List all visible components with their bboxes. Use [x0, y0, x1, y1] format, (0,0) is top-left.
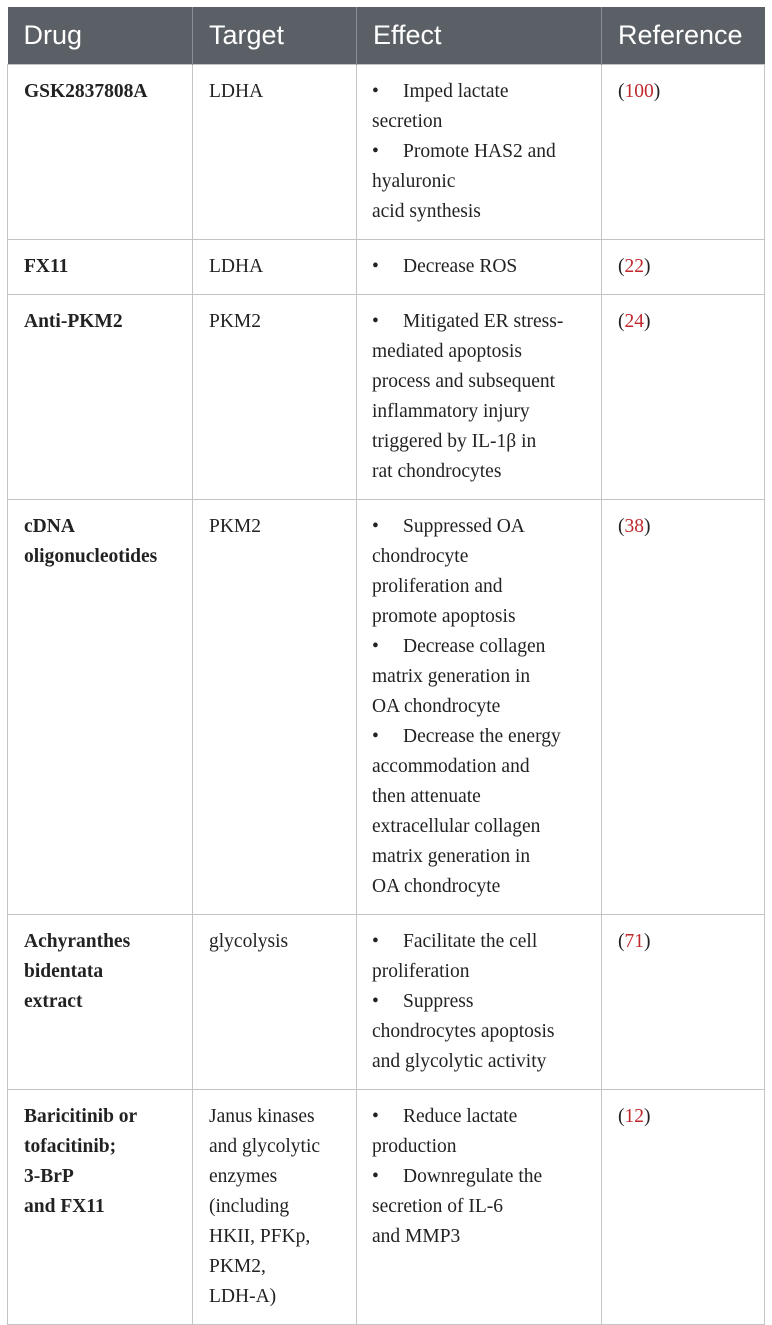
header-effect: Effect — [357, 7, 602, 65]
target-cell-line: (including — [209, 1196, 290, 1217]
effect-text: Imped lactate — [403, 81, 509, 102]
bullet-icon: • — [372, 311, 379, 332]
effect-line — [372, 692, 593, 722]
drug-cell — [8, 295, 193, 500]
reference-cell: (71) — [602, 915, 765, 1090]
header-drug: Drug — [8, 7, 193, 65]
effect-line — [372, 1017, 593, 1047]
effect-line — [372, 457, 593, 487]
effect-line — [372, 572, 593, 602]
effect-cell — [357, 1090, 602, 1325]
drug-cell-line: tofacitinib; — [24, 1136, 117, 1157]
target-cell — [193, 915, 357, 1090]
table-body — [8, 65, 765, 1325]
effect-cell — [357, 500, 602, 915]
target-cell-line: Janus kinases — [209, 1106, 315, 1127]
effect-line — [372, 957, 593, 987]
effect-line — [372, 1192, 593, 1222]
effect-line — [372, 367, 593, 397]
effect-line — [372, 812, 593, 842]
effect-line — [372, 602, 593, 632]
effect-text: Promote HAS2 and — [403, 141, 556, 162]
table-row — [8, 1090, 765, 1325]
table-row — [8, 65, 765, 240]
drug-cell — [8, 1090, 193, 1325]
header-row — [8, 7, 765, 65]
reference-cell: (38) — [602, 500, 765, 915]
header-reference: Reference — [602, 7, 765, 65]
bullet-icon: • — [372, 726, 379, 747]
effect-cell — [357, 915, 602, 1090]
bullet-icon: • — [372, 1106, 379, 1127]
effect-line — [372, 752, 593, 782]
drug-cell-line: 3-BrP — [24, 1166, 74, 1187]
drug-cell — [8, 240, 193, 295]
header-target: Target — [193, 7, 357, 65]
effect-text: mediated apoptosis — [372, 341, 523, 362]
effect-text: and glycolytic activity — [372, 1051, 547, 1072]
reference-link[interactable]: 71 — [624, 931, 644, 952]
target-cell-line: PKM2, — [209, 1256, 266, 1277]
effect-text: OA chondrocyte — [372, 696, 501, 717]
effect-line — [372, 427, 593, 457]
bullet-icon: • — [372, 516, 379, 537]
drug-cell-line: and FX11 — [24, 1196, 105, 1217]
drug-cell-line: GSK2837808A — [24, 81, 148, 102]
target-cell — [193, 65, 357, 240]
effect-text: secretion — [372, 111, 443, 132]
effect-line — [372, 542, 593, 572]
reference-link[interactable]: 12 — [624, 1106, 644, 1127]
table-row — [8, 295, 765, 500]
effect-line — [372, 927, 593, 957]
effect-text: hyaluronic — [372, 171, 456, 192]
effect-line — [372, 512, 593, 542]
target-cell-line: PKM2 — [209, 516, 262, 537]
drug-cell-line: oligonucleotides — [24, 546, 158, 567]
effect-cell — [357, 240, 602, 295]
effect-line — [372, 872, 593, 902]
effect-text: proliferation — [372, 961, 470, 982]
effect-text: Decrease the energy — [403, 726, 561, 747]
bullet-icon: • — [372, 991, 379, 1012]
effect-text: acid synthesis — [372, 201, 481, 222]
effect-text: Decrease ROS — [403, 256, 518, 277]
target-cell-line: HKII, PFKp, — [209, 1226, 311, 1247]
effect-line — [372, 1102, 593, 1132]
reference-link[interactable]: 38 — [624, 516, 644, 537]
target-cell — [193, 500, 357, 915]
effect-line — [372, 167, 593, 197]
reference-cell: (12) — [602, 1090, 765, 1325]
effect-text: chondrocytes apoptosis — [372, 1021, 555, 1042]
effect-text: production — [372, 1136, 457, 1157]
effect-text: matrix generation in — [372, 666, 531, 687]
effect-line — [372, 137, 593, 167]
bullet-icon: • — [372, 256, 379, 277]
drug-target-table — [7, 7, 765, 1325]
reference-link[interactable]: 24 — [624, 311, 644, 332]
table-row — [8, 240, 765, 295]
drug-cell — [8, 915, 193, 1090]
drug-cell-line: Baricitinib or — [24, 1106, 138, 1127]
effect-text: Mitigated ER stress- — [403, 311, 564, 332]
effect-line — [372, 1222, 593, 1252]
effect-text: Decrease collagen — [403, 636, 546, 657]
effect-line — [372, 1132, 593, 1162]
effect-text: chondrocyte — [372, 546, 469, 567]
target-cell-line: PKM2 — [209, 311, 262, 332]
bullet-icon: • — [372, 636, 379, 657]
target-cell — [193, 295, 357, 500]
effect-line — [372, 782, 593, 812]
drug-cell-line: extract — [24, 991, 83, 1012]
effect-line — [372, 662, 593, 692]
effect-text: OA chondrocyte — [372, 876, 501, 897]
effect-text: extracellular collagen — [372, 816, 541, 837]
table-row — [8, 915, 765, 1090]
effect-line — [372, 307, 593, 337]
effect-line — [372, 77, 593, 107]
effect-cell — [357, 295, 602, 500]
target-cell — [193, 1090, 357, 1325]
effect-cell — [357, 65, 602, 240]
effect-line — [372, 337, 593, 367]
effect-line — [372, 107, 593, 137]
reference-cell: (22) — [602, 240, 765, 295]
effect-line — [372, 987, 593, 1017]
effect-line — [372, 632, 593, 662]
effect-text: Reduce lactate — [403, 1106, 518, 1127]
effect-text: accommodation and — [372, 756, 530, 777]
effect-line — [372, 252, 593, 282]
bullet-icon: • — [372, 1166, 379, 1187]
effect-text: Downregulate the — [403, 1166, 543, 1187]
effect-text: triggered by IL-1β in — [372, 431, 537, 452]
drug-cell-line: Achyranthes — [24, 931, 131, 952]
effect-text: then attenuate — [372, 786, 481, 807]
target-cell-line: LDHA — [209, 81, 264, 102]
target-cell-line: and glycolytic — [209, 1136, 321, 1157]
target-cell — [193, 240, 357, 295]
effect-line — [372, 197, 593, 227]
reference-link[interactable]: 22 — [624, 256, 644, 277]
reference-cell: (24) — [602, 295, 765, 500]
effect-text: proliferation and — [372, 576, 503, 597]
table-row — [8, 500, 765, 915]
drug-cell-line: cDNA — [24, 516, 75, 537]
effect-text: promote apoptosis — [372, 606, 516, 627]
effect-text: matrix generation in — [372, 846, 531, 867]
target-cell-line: enzymes — [209, 1166, 278, 1187]
effect-text: Facilitate the cell — [403, 931, 538, 952]
effect-line — [372, 722, 593, 752]
drug-cell-line: Anti-PKM2 — [24, 311, 123, 332]
effect-text: and MMP3 — [372, 1226, 461, 1247]
drug-cell-line: bidentata — [24, 961, 104, 982]
effect-line — [372, 1047, 593, 1077]
target-cell-line: glycolysis — [209, 931, 289, 952]
effect-text: Suppress — [403, 991, 474, 1012]
reference-link[interactable]: 100 — [624, 81, 654, 102]
bullet-icon: • — [372, 81, 379, 102]
drug-cell — [8, 65, 193, 240]
bullet-icon: • — [372, 931, 379, 952]
target-cell-line: LDH-A) — [209, 1286, 277, 1307]
effect-text: Suppressed OA — [403, 516, 525, 537]
effect-line — [372, 1162, 593, 1192]
effect-text: rat chondrocytes — [372, 461, 502, 482]
effect-text: secretion of IL-6 — [372, 1196, 504, 1217]
effect-text: inflammatory injury — [372, 401, 530, 422]
effect-line — [372, 842, 593, 872]
effect-text: process and subsequent — [372, 371, 556, 392]
target-cell-line: LDHA — [209, 256, 264, 277]
effect-line — [372, 397, 593, 427]
reference-cell: (100) — [602, 65, 765, 240]
drug-cell — [8, 500, 193, 915]
bullet-icon: • — [372, 141, 379, 162]
drug-cell-line: FX11 — [24, 256, 69, 277]
